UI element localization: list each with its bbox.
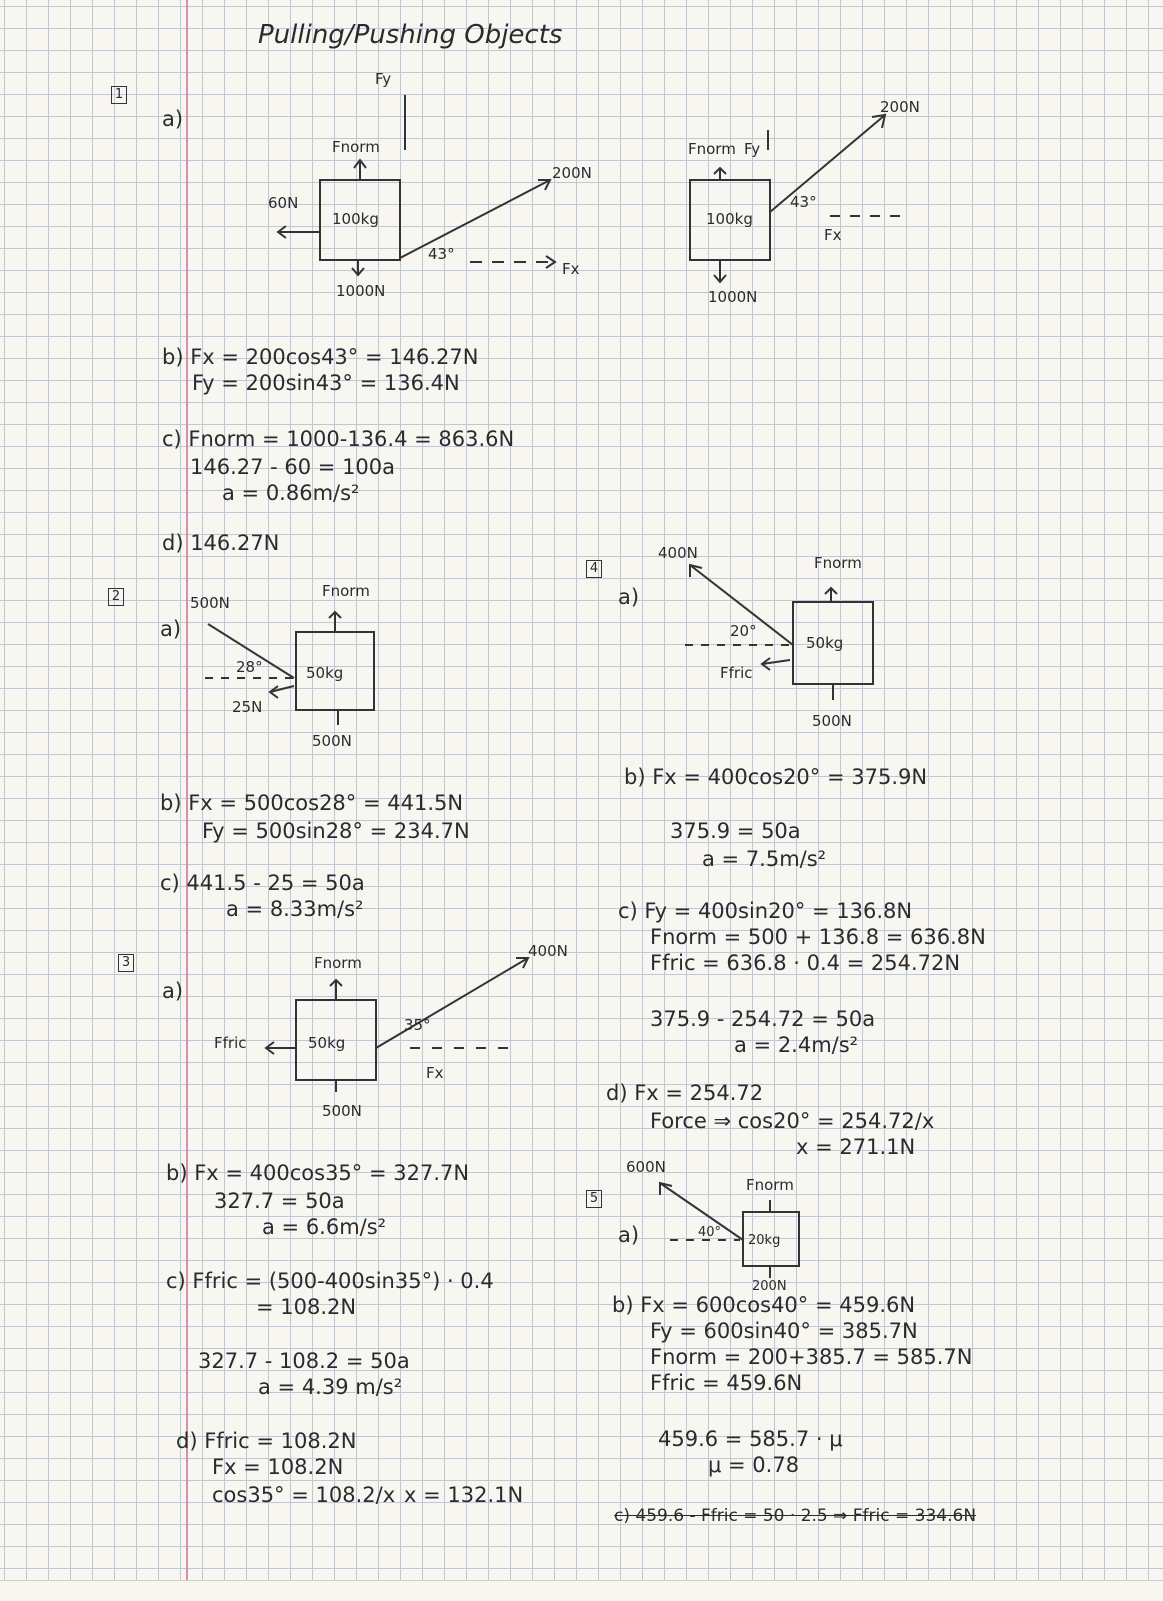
p4-fbd-friction: Ffric (720, 664, 753, 682)
p4-fbd-angle: 20° (730, 622, 757, 640)
p5-part-a: a) (618, 1223, 640, 1247)
p3-fbd-fnorm: Fnorm (314, 954, 362, 972)
p5-fbd-force: 600N (626, 1158, 666, 1176)
p4-fbd-weight: 500N (812, 712, 852, 730)
p5-b-line2: Fy = 600sin40° = 385.7N (650, 1319, 918, 1343)
p3-d-line1: d) Ffric = 108.2N (176, 1429, 357, 1453)
p2-fbd-force: 500N (190, 594, 230, 612)
p2-fbd-mass: 50kg (306, 664, 344, 682)
p3-b-line2: 327.7 = 50a (214, 1189, 345, 1213)
p2-fbd-weight: 500N (312, 732, 352, 750)
p1-fbd2-weight: 1000N (708, 288, 758, 306)
p1-part-a: a) (162, 107, 184, 131)
p3-fbd-friction: Ffric (214, 1034, 247, 1052)
p3-fbd-fx: Fx (426, 1064, 444, 1082)
p2-c-line2: a = 8.33m/s² (226, 897, 364, 921)
p3-d-line4: x = 132.1N (404, 1483, 524, 1507)
p4-d-line3: x = 271.1N (796, 1135, 916, 1159)
p1-fbd2-fy: Fy (744, 140, 761, 158)
p5-b-line1: b) Fx = 600cos40° = 459.6N (612, 1293, 916, 1317)
p5-fbd-weight: 200N (752, 1279, 787, 1294)
p5-fbd-mass: 20kg (748, 1233, 781, 1248)
p4-d-line1: d) Fx = 254.72 (606, 1081, 764, 1105)
p4-c-line3: Ffric = 636.8 · 0.4 = 254.72N (650, 951, 961, 975)
p4-b-line2: 375.9 = 50a (670, 819, 801, 843)
page-bottom-edge (0, 1580, 1163, 1601)
p2-fbd-angle: 28° (236, 658, 263, 676)
p1-fbd2-applied-force: 200N (880, 98, 920, 116)
p1-c-line3: a = 0.86m/s² (222, 481, 360, 505)
p5-fbd-fnorm: Fnorm (746, 1176, 794, 1194)
p5-fbd-angle: 40° (698, 1225, 722, 1240)
p4-c-line5: a = 2.4m/s² (734, 1033, 859, 1057)
problem-2-number: 2 (108, 588, 124, 606)
p2-c-line1: c) 441.5 - 25 = 50a (160, 871, 365, 895)
problem-3-number: 3 (118, 954, 134, 972)
p1-c-line1: c) Fnorm = 1000-136.4 = 863.6N (162, 427, 515, 451)
p1-c-line2: 146.27 - 60 = 100a (190, 455, 396, 479)
p3-d-line3: cos35° = 108.2/x (212, 1483, 396, 1507)
p1-fbd1-weight: 1000N (336, 282, 386, 300)
p4-fbd-mass: 50kg (806, 634, 844, 652)
p1-fbd1-angle: 43° (428, 245, 455, 263)
p2-fbd-fnorm: Fnorm (322, 582, 370, 600)
p5-b-line3: Fnorm = 200+385.7 = 585.7N (650, 1345, 973, 1369)
problem-4-number: 4 (586, 560, 602, 578)
p2-part-a: a) (160, 617, 182, 641)
p3-fbd-applied-force: 400N (528, 942, 568, 960)
p3-fbd-weight: 500N (322, 1102, 362, 1120)
p1-fbd1-fx: Fx (562, 260, 580, 278)
p5-b-line5: 459.6 = 585.7 · μ (658, 1427, 843, 1451)
p1-fbd2-fx: Fx (824, 226, 842, 244)
p3-fbd-angle: 35° (404, 1016, 431, 1034)
page-title: Pulling/Pushing Objects (258, 20, 563, 50)
p4-part-a: a) (618, 585, 640, 609)
p1-fbd1-left-force: 60N (268, 194, 299, 212)
p3-fbd-mass: 50kg (308, 1034, 346, 1052)
p4-c-line2: Fnorm = 500 + 136.8 = 636.8N (650, 925, 986, 949)
p4-fbd-force: 400N (658, 544, 698, 562)
p1-fbd1-fnorm: Fnorm (332, 138, 380, 156)
problem-1-number: 1 (111, 86, 127, 104)
p5-c-line1: c) 459.6 - Ffric = 50 · 2.5 ⇒ Ffric = 334.6N (614, 1506, 977, 1526)
p2-fbd-friction: 25N (232, 698, 263, 716)
p1-fbd2-angle: 43° (790, 193, 817, 211)
problem-5-number: 5 (586, 1190, 602, 1208)
p3-c-line3: 327.7 - 108.2 = 50a (198, 1349, 410, 1373)
p1-b-line2: Fy = 200sin43° = 136.4N (192, 371, 460, 395)
p3-d-line2: Fx = 108.2N (212, 1455, 344, 1479)
p1-fbd1-mass: 100kg (332, 210, 379, 228)
p2-b-line1: b) Fx = 500cos28° = 441.5N (160, 791, 464, 815)
p3-c-line4: a = 4.39 m/s² (258, 1375, 403, 1399)
p2-b-line2: Fy = 500sin28° = 234.7N (202, 819, 470, 843)
p1-fbd2-fnorm: Fnorm (688, 140, 736, 158)
p4-c-line1: c) Fy = 400sin20° = 136.8N (618, 899, 913, 923)
p1-fbd2-mass: 100kg (706, 210, 753, 228)
p5-b-line6: μ = 0.78 (708, 1453, 800, 1477)
p3-part-a: a) (162, 979, 184, 1003)
p4-fbd-fnorm: Fnorm (814, 554, 862, 572)
p3-b-line1: b) Fx = 400cos35° = 327.7N (166, 1161, 470, 1185)
p4-c-line4: 375.9 - 254.72 = 50a (650, 1007, 876, 1031)
p4-d-line2: Force ⇒ cos20° = 254.72/x (650, 1109, 935, 1133)
p4-b-line1: b) Fx = 400cos20° = 375.9N (624, 765, 928, 789)
p1-fbd1-applied-force: 200N (552, 164, 592, 182)
p1-b-line1: b) Fx = 200cos43° = 146.27N (162, 345, 479, 369)
p1-d-line: d) 146.27N (162, 531, 280, 555)
p5-b-line4: Ffric = 459.6N (650, 1371, 803, 1395)
p4-b-line3: a = 7.5m/s² (702, 847, 827, 871)
p1-fbd1-fy: Fy (375, 70, 392, 88)
p3-c-line2: = 108.2N (256, 1295, 357, 1319)
p3-c-line1: c) Ffric = (500-400sin35°) · 0.4 (166, 1269, 494, 1293)
p3-b-line3: a = 6.6m/s² (262, 1215, 387, 1239)
